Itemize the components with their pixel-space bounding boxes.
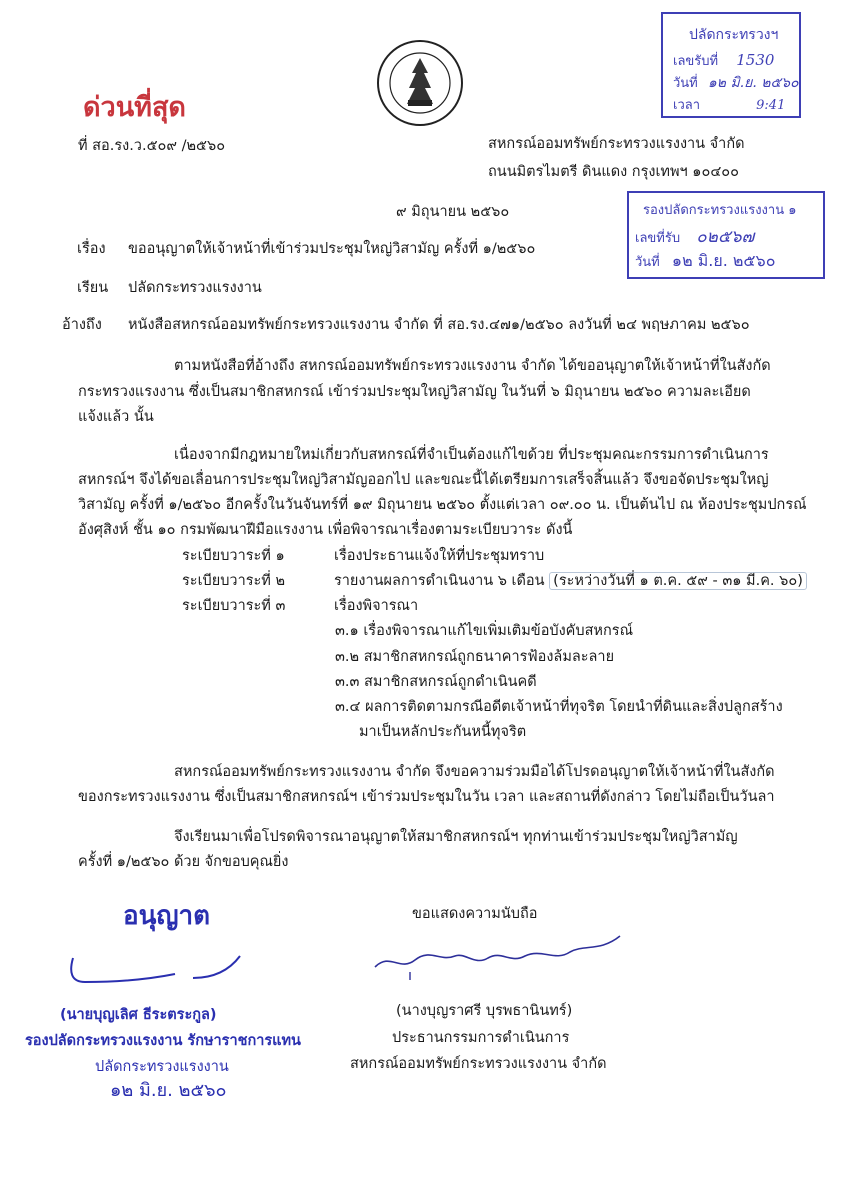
- stamp-title: ปลัดกระทรวงฯ: [689, 27, 779, 43]
- signer-organization: สหกรณ์ออมทรัพย์กระทรวงแรงงาน จำกัด: [350, 1056, 607, 1072]
- closing-phrase: ขอแสดงความนับถือ: [412, 906, 538, 922]
- approval-word: อนุญาต: [123, 901, 211, 931]
- sender-address: ถนนมิตรไมตรี ดินแดง กรุงเทพฯ ๑๐๔๐๐: [488, 164, 740, 180]
- stamp2-title: รองปลัดกระทรวงแรงงาน ๑: [643, 203, 797, 218]
- agenda-subitem: ๓.๑ เรื่องพิจารณาแก้ไขเพิ่มเติมข้อบังคับสหกรณ์: [335, 623, 634, 639]
- agenda-period-note: (ระหว่างวันที่ ๑ ต.ค. ๕๙ - ๓๑ มี.ค. ๖๐): [549, 572, 807, 590]
- agenda-subitem: ๓.๓ สมาชิกสหกรณ์ถูกดำเนินคดี: [335, 674, 537, 690]
- agenda-label: ระเบียบวาระที่ ๒: [182, 573, 286, 589]
- para2-line: วิสามัญ ครั้งที่ ๑/๒๕๖๐ อีกครั้งในวันจันทร์ที่ ๑๙ มิถุนายน ๒๕๖๐ ตั้งแต่เวลา ๐๙.๐๐ น. เป็นต้นไป ณ ห้องประชุมปกรณ์: [78, 497, 807, 513]
- agenda-label: ระเบียบวาระที่ ๓: [182, 598, 286, 614]
- stamp-date-label: วันที่: [673, 76, 698, 91]
- received-stamp-deputy-secretary: [627, 191, 825, 279]
- agenda-subitem-continuation: มาเป็นหลักประกันหนี้ทุจริต: [359, 724, 527, 740]
- para2-line: เนื่องจากมีกฎหมายใหม่เกี่ยวกับสหกรณ์ที่จำเป็นต้องแก้ไขด้วย ที่ประชุมคณะกรรมการดำเนินการ: [174, 447, 769, 463]
- reference-label: อ้างถึง: [62, 317, 102, 333]
- stamp-time-label: เวลา: [673, 98, 701, 113]
- approver-position: รองปลัดกระทรวงแรงงาน รักษาราชการแทน: [25, 1033, 301, 1049]
- para3-line: สหกรณ์ออมทรัพย์กระทรวงแรงงาน จำกัด จึงขอความร่วมมือได้โปรดอนุญาตให้เจ้าหน้าที่ในสังกัด: [174, 764, 775, 780]
- stamp2-no-value: ๐๒๕๖๗: [696, 227, 755, 247]
- stamp-no-label: เลขรับที่: [673, 54, 719, 69]
- signer-name: (นางบุญราศรี บุรพธานินทร์): [396, 1003, 573, 1019]
- para2-line: สหกรณ์ฯ จึงได้ขอเลื่อนการประชุมใหญ่วิสามัญออกไป และขณะนี้ได้เตรียมการเสร็จสิ้นแล้ว จึงขอจัดประชุมใหญ่: [78, 472, 769, 488]
- approval-date: ๑๒ มิ.ย. ๒๕๖๐: [110, 1080, 227, 1101]
- para4-line: ครั้งที่ ๑/๒๕๖๐ ด้วย จักขอบคุณยิ่ง: [78, 854, 289, 870]
- addressee-label: เรียน: [77, 280, 109, 296]
- agenda-subitem: ๓.๒ สมาชิกสหกรณ์ถูกธนาคารฟ้องล้มละลาย: [335, 649, 615, 665]
- urgency-label: ด่วนที่สุด: [83, 92, 186, 123]
- agenda-text: เรื่องประธานแจ้งให้ที่ประชุมทราบ: [334, 548, 545, 564]
- sender-org: สหกรณ์ออมทรัพย์กระทรวงแรงงาน จำกัด: [488, 136, 745, 152]
- para1-line: กระทรวงแรงงาน ซึ่งเป็นสมาชิกสหกรณ์ เข้าร่วมประชุมใหญ่วิสามัญ ในวันที่ ๖ มิถุนายน ๒๕๖๐ ความละเอียด: [78, 384, 751, 400]
- signer-position: ประธานกรรมการดำเนินการ: [392, 1030, 570, 1046]
- received-stamp-permanent-secretary: [661, 12, 801, 118]
- agenda-text: เรื่องพิจารณา: [334, 598, 419, 614]
- stamp-no-value: 1530: [736, 51, 775, 69]
- para3-line: ของกระทรวงแรงงาน ซึ่งเป็นสมาชิกสหกรณ์ฯ เข้าร่วมประชุมในวัน เวลา และสถานที่ดังกล่าว โดยไม่ถือเป็นวันลา: [78, 789, 775, 805]
- approver-name: (นายบุญเลิศ ธีระตระกูล): [60, 1007, 217, 1023]
- reference-text: หนังสือสหกรณ์ออมทรัพย์กระทรวงแรงงาน จำกัด ที่ สอ.รง.๔๗๑/๒๕๖๐ ลงวันที่ ๒๔ พฤษภาคม ๒๕๖๐: [128, 317, 750, 333]
- handwritten-signature-approver: [65, 952, 250, 992]
- approver-position-acting: ปลัดกระทรวงแรงงาน: [95, 1059, 229, 1075]
- para2-line: อังศุสิงห์ ชั้น ๑๐ กรมพัฒนาฝีมือแรงงาน เพื่อพิจารณาเรื่องตามระเบียบวาระ ดังนี้: [78, 522, 573, 538]
- addressee-text: ปลัดกระทรวงแรงงาน: [128, 280, 262, 296]
- stamp-time-value: 9:41: [756, 98, 786, 113]
- para4-line: จึงเรียนมาเพื่อโปรดพิจารณาอนุญาตให้สมาชิกสหกรณ์ฯ ทุกท่านเข้าร่วมประชุมใหญ่วิสามัญ: [174, 829, 738, 845]
- subject-text: ขออนุญาตให้เจ้าหน้าที่เข้าร่วมประชุมใหญ่วิสามัญ ครั้งที่ ๑/๒๕๖๐: [128, 241, 536, 257]
- agenda-subitem: ๓.๔ ผลการติดตามกรณีอดีตเจ้าหน้าที่ทุจริต โดยนำที่ดินและสิ่งปลูกสร้าง: [335, 699, 783, 715]
- stamp-date-value: ๑๒ มิ.ย. ๒๕๖๐: [707, 75, 799, 91]
- stamp2-no-label: เลขที่รับ: [635, 231, 681, 246]
- document-number: ที่ สอ.รง.ว.๕๐๙ /๒๕๖๐: [78, 138, 226, 154]
- stamp2-date-value: ๑๒ มิ.ย. ๒๕๖๐: [671, 251, 776, 270]
- subject-label: เรื่อง: [77, 241, 106, 257]
- para1-line: แจ้งแล้ว นั้น: [78, 409, 154, 425]
- agenda-label: ระเบียบวาระที่ ๑: [182, 548, 285, 564]
- cooperative-seal-emblem: [375, 38, 465, 128]
- handwritten-signature-chairperson: [370, 922, 632, 982]
- para1-line: ตามหนังสือที่อ้างถึง สหกรณ์ออมทรัพย์กระทรวงแรงงาน จำกัด ได้ขออนุญาตให้เจ้าหน้าที่ในสังกัด: [174, 358, 771, 374]
- stamp2-date-label: วันที่: [635, 255, 660, 270]
- letter-date: ๙ มิถุนายน ๒๕๖๐: [396, 204, 510, 220]
- agenda-text: รายงานผลการดำเนินงาน ๖ เดือน: [334, 573, 545, 589]
